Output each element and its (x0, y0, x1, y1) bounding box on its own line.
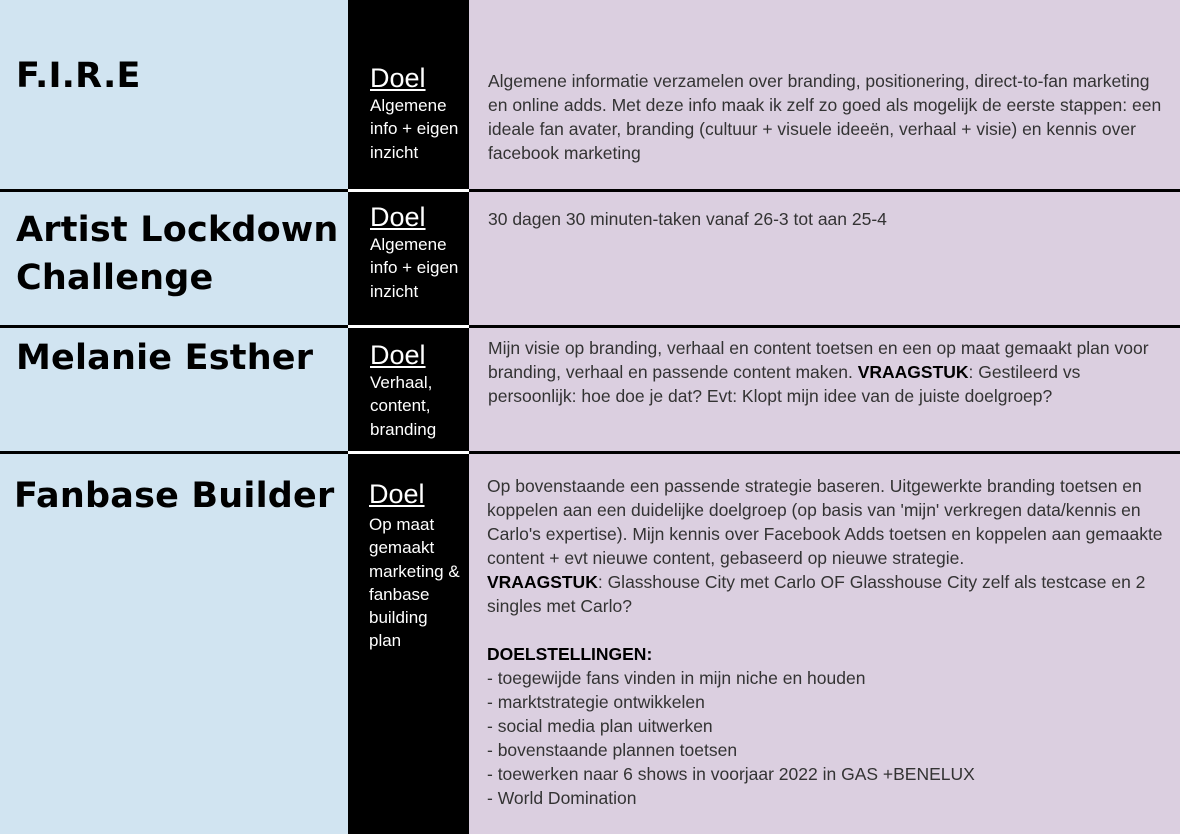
list-item: - bovenstaande plannen toetsen (487, 740, 738, 760)
goal-heading: Doel (370, 340, 426, 370)
question-label: VRAAGSTUK (857, 362, 969, 382)
list-item: - World Domination (487, 788, 637, 808)
goal-heading: Doel (370, 202, 426, 232)
description-fire: Algemene informatie verzamelen over branding, positionering, direct-to-fan marketing en online adds. Met deze info maak ik zelf zo goed als mogelijk de eerste stappen: een ideale fan avater, branding (cultuur + visuele ideeën, verhaal + visie) en kennis over facebook marketing (488, 71, 1162, 163)
goal-fanbase-builder (369, 479, 464, 653)
description-fanbase-builder (487, 474, 1167, 810)
row-divider (0, 189, 1180, 192)
goal-melanie-esther (370, 340, 465, 441)
goals-list (487, 666, 1167, 810)
goal-text: Algemene info + eigen inzicht (370, 96, 459, 162)
goal-artist-lockdown-challenge (370, 202, 465, 303)
question-text: : Gestileerd vs persoonlijk: hoe doe je dat? Evt: Klopt mijn idee van de juiste doelgroep? (488, 362, 1081, 406)
row-title-artist-lockdown-challenge: Artist Lockdown Challenge (16, 210, 339, 298)
goal-text: Algemene info + eigen inzicht (370, 235, 459, 301)
goal-text: Op maat gemaakt marketing & fanbase building plan (369, 515, 460, 651)
goal-heading: Doel (370, 63, 426, 93)
goal-heading: Doel (369, 479, 425, 509)
list-item: - toegewijde fans vinden in mijn niche en houden (487, 668, 866, 688)
goal-text: Verhaal, content, branding (370, 373, 437, 439)
list-item: - social media plan uitwerken (487, 716, 713, 736)
description-melanie-esther (488, 336, 1168, 408)
row-divider (0, 451, 1180, 454)
goal-fire (370, 63, 465, 164)
list-item: - marktstrategie ontwikkelen (487, 692, 705, 712)
list-item: - toewerken naar 6 shows in voorjaar 2022 in GAS +BENELUX (487, 764, 975, 784)
row-title-fanbase-builder: Fanbase Builder (14, 476, 335, 516)
description-text: Op bovenstaande een passende strategie baseren. Uitgewerkte branding toetsen en koppelen aan een duidelijke doelgroep (op basis van 'mijn' verkregen data/kennis en Carlo's expertise). Mijn kennis over Facebook Adds toetsen en koppelen aan gemaakte content + evt nieuwe content, gebaseerd op nieuwe strategie. (487, 476, 1163, 568)
title-column (0, 0, 348, 834)
description-text: Mijn visie op branding, verhaal en content toetsen en een op maat gemaakt plan voor branding, verhaal en passende content maken. (488, 338, 1149, 382)
question-text: : Glasshouse City met Carlo OF Glasshouse City zelf als testcase en 2 singles met Carlo? (487, 572, 1146, 616)
row-title-melanie-esther: Melanie Esther (16, 338, 314, 378)
row-title-fire: F.I.R.E (16, 56, 141, 96)
question-label: VRAAGSTUK (487, 572, 598, 592)
question (487, 570, 1167, 618)
description-artist-lockdown-challenge: 30 dagen 30 minuten-taken vanaf 26-3 tot aan 25-4 (488, 209, 887, 229)
row-divider (0, 325, 1180, 328)
goals-heading: DOELSTELLINGEN: (487, 644, 653, 664)
